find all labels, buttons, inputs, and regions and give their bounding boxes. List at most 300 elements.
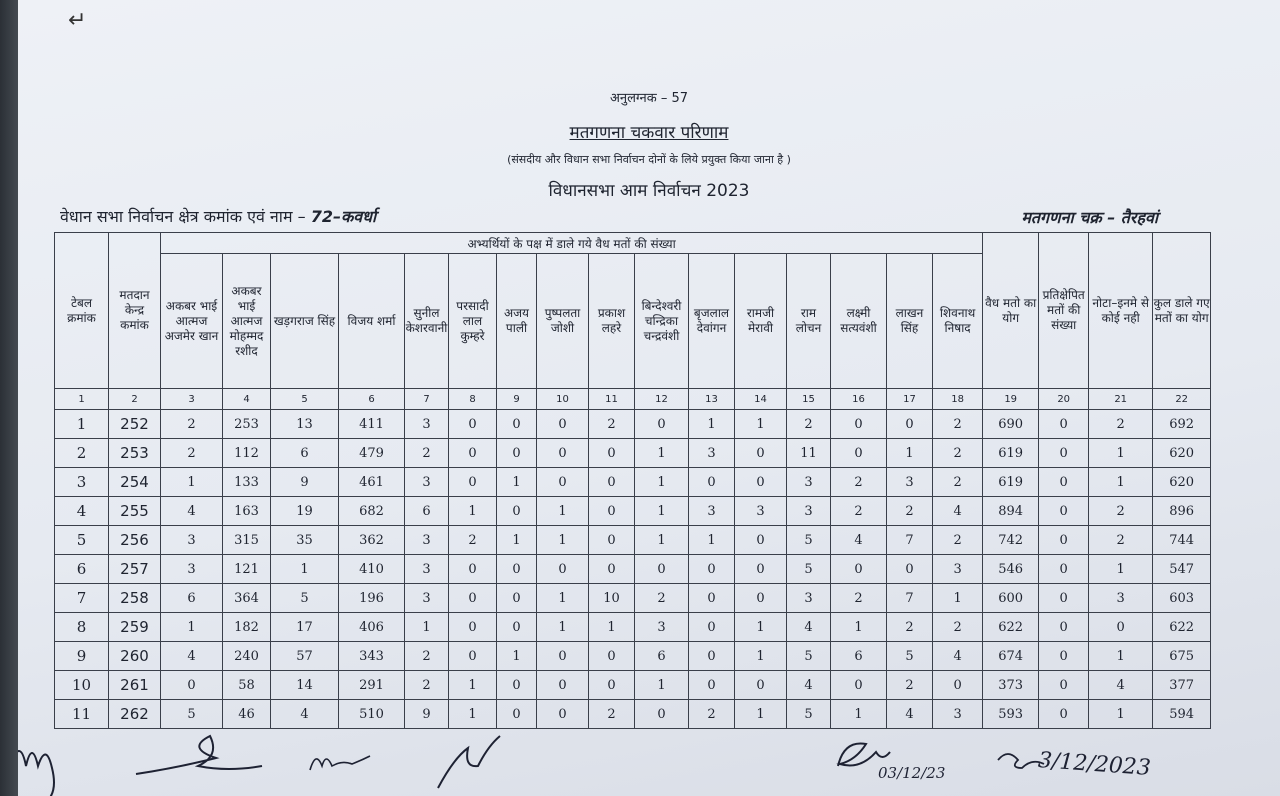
table-row	[55, 584, 1211, 613]
table-cell: 255	[109, 497, 161, 526]
table-cell: 5	[787, 700, 831, 729]
table-cell: 35	[271, 526, 339, 555]
table-cell: 1	[497, 642, 537, 671]
table-cell: 362	[339, 526, 405, 555]
table-cell: 5	[271, 584, 339, 613]
table-cell: 1	[537, 526, 589, 555]
table-cell: 4	[161, 642, 223, 671]
signature-date-1: 03/12/23	[878, 764, 946, 782]
table-cell: 258	[109, 584, 161, 613]
table-cell: 547	[1153, 555, 1211, 584]
annexure-label: अनुलग्नक – 57	[609, 91, 689, 106]
counting-round: मतगणना चक्र – तैरहवां	[1021, 208, 1158, 227]
table-cell: 4	[933, 642, 983, 671]
table-cell: 692	[1153, 410, 1211, 439]
table-cell: 0	[887, 410, 933, 439]
header-candidate: लाखन सिंह	[887, 254, 933, 389]
table-cell: 261	[109, 671, 161, 700]
table-cell: 13	[271, 410, 339, 439]
table-cell: 2	[933, 439, 983, 468]
table-cell: 622	[1153, 613, 1211, 642]
table-cell: 3	[787, 468, 831, 497]
column-number: 9	[497, 389, 537, 410]
table-cell: 1	[735, 410, 787, 439]
table-cell: 5	[55, 526, 109, 555]
table-cell: 2	[589, 410, 635, 439]
header-candidate: विजय शर्मा	[339, 254, 405, 389]
table-cell: 410	[339, 555, 405, 584]
table-cell: 8	[55, 613, 109, 642]
table-cell: 182	[223, 613, 271, 642]
table-cell: 1	[635, 468, 689, 497]
table-cell: 0	[735, 671, 787, 700]
table-cell: 0	[497, 700, 537, 729]
header-candidate: खड़गराज सिंह	[271, 254, 339, 389]
column-number: 1	[55, 389, 109, 410]
table-cell: 742	[983, 526, 1039, 555]
table-cell: 1	[635, 497, 689, 526]
tick-mark: ↵	[68, 8, 87, 33]
table-cell: 0	[689, 642, 735, 671]
table-cell: 2	[887, 497, 933, 526]
table-cell: 7	[887, 526, 933, 555]
table-cell: 3	[405, 555, 449, 584]
table-cell: 0	[537, 671, 589, 700]
table-cell: 0	[1039, 613, 1089, 642]
table-cell: 1	[55, 410, 109, 439]
table-cell: 0	[589, 468, 635, 497]
table-cell: 3	[735, 497, 787, 526]
table-cell: 1	[1089, 439, 1153, 468]
table-cell: 2	[933, 613, 983, 642]
table-cell: 2	[933, 468, 983, 497]
table-cell: 0	[1089, 613, 1153, 642]
table-cell: 1	[1089, 468, 1153, 497]
table-cell: 112	[223, 439, 271, 468]
table-cell: 1	[497, 468, 537, 497]
table-cell: 0	[1039, 700, 1089, 729]
table-cell: 1	[405, 613, 449, 642]
column-number: 6	[339, 389, 405, 410]
table-cell: 2	[589, 700, 635, 729]
table-cell: 121	[223, 555, 271, 584]
table-cell: 9	[405, 700, 449, 729]
header-candidate: अजय पाली	[497, 254, 537, 389]
table-cell: 0	[449, 410, 497, 439]
header-candidate: प्रकाश लहरे	[589, 254, 635, 389]
table-cell: 3	[405, 410, 449, 439]
table-cell: 674	[983, 642, 1039, 671]
table-cell: 3	[1089, 584, 1153, 613]
table-cell: 0	[537, 410, 589, 439]
column-number: 4	[223, 389, 271, 410]
table-cell: 4	[161, 497, 223, 526]
table-cell: 0	[887, 555, 933, 584]
table-cell: 1	[449, 497, 497, 526]
table-row	[55, 613, 1211, 642]
column-number: 22	[1153, 389, 1211, 410]
header-nota: नोटा–इनमे से कोई नही	[1089, 233, 1153, 389]
table-row	[55, 700, 1211, 729]
table-cell: 133	[223, 468, 271, 497]
table-cell: 0	[537, 468, 589, 497]
table-cell: 3	[405, 584, 449, 613]
table-cell: 619	[983, 468, 1039, 497]
results-table	[54, 232, 1211, 729]
table-cell: 3	[787, 497, 831, 526]
table-cell: 3	[635, 613, 689, 642]
table-cell: 1	[689, 526, 735, 555]
column-number: 10	[537, 389, 589, 410]
constituency-line	[60, 205, 376, 227]
column-number: 12	[635, 389, 689, 410]
table-cell: 0	[735, 584, 787, 613]
table-cell: 0	[449, 642, 497, 671]
column-number: 19	[983, 389, 1039, 410]
table-cell: 3	[161, 555, 223, 584]
table-cell: 46	[223, 700, 271, 729]
column-number: 3	[161, 389, 223, 410]
table-cell: 257	[109, 555, 161, 584]
table-cell: 0	[497, 410, 537, 439]
table-cell: 4	[271, 700, 339, 729]
table-cell: 406	[339, 613, 405, 642]
table-cell: 6	[271, 439, 339, 468]
table-cell: 0	[537, 642, 589, 671]
column-number: 7	[405, 389, 449, 410]
table-cell: 0	[689, 671, 735, 700]
header-candidate: पुष्पलता जोशी	[537, 254, 589, 389]
signature-2	[136, 736, 262, 774]
table-cell: 622	[983, 613, 1039, 642]
table-cell: 0	[1039, 671, 1089, 700]
table-cell: 5	[787, 526, 831, 555]
table-cell: 0	[831, 555, 887, 584]
table-cell: 5	[787, 642, 831, 671]
table-cell: 57	[271, 642, 339, 671]
table-cell: 3	[933, 555, 983, 584]
table-cell: 0	[449, 555, 497, 584]
table-cell: 0	[497, 671, 537, 700]
table-cell: 1	[537, 613, 589, 642]
table-cell: 0	[497, 497, 537, 526]
table-row	[55, 555, 1211, 584]
table-cell: 2	[1089, 410, 1153, 439]
table-cell: 411	[339, 410, 405, 439]
table-cell: 3	[405, 468, 449, 497]
table-cell: 0	[1039, 526, 1089, 555]
column-number: 17	[887, 389, 933, 410]
column-number: 11	[589, 389, 635, 410]
table-cell: 0	[689, 584, 735, 613]
table-cell: 6	[161, 584, 223, 613]
table-cell: 0	[589, 642, 635, 671]
table-cell: 11	[55, 700, 109, 729]
header-candidate: अकबर भाई आत्मज अजमेर खान	[161, 254, 223, 389]
table-cell: 2	[449, 526, 497, 555]
table-cell: 2	[635, 584, 689, 613]
table-cell: 896	[1153, 497, 1211, 526]
table-cell: 1	[537, 584, 589, 613]
table-cell: 620	[1153, 468, 1211, 497]
table-cell: 479	[339, 439, 405, 468]
header-candidate: राम लोचन	[787, 254, 831, 389]
table-cell: 9	[55, 642, 109, 671]
table-cell: 253	[109, 439, 161, 468]
table-cell: 0	[689, 468, 735, 497]
table-cell: 0	[689, 613, 735, 642]
table-cell: 2	[933, 526, 983, 555]
table-cell: 0	[1039, 410, 1089, 439]
table-cell: 2	[689, 700, 735, 729]
table-cell: 196	[339, 584, 405, 613]
table-cell: 600	[983, 584, 1039, 613]
table-cell: 0	[1039, 439, 1089, 468]
header-rejected-votes: प्रतिक्षेपित मतों की संख्या	[1039, 233, 1089, 389]
table-cell: 0	[449, 439, 497, 468]
table-cell: 4	[787, 671, 831, 700]
table-cell: 252	[109, 410, 161, 439]
table-cell: 690	[983, 410, 1039, 439]
table-cell: 4	[831, 526, 887, 555]
table-cell: 2	[831, 497, 887, 526]
table-cell: 2	[887, 671, 933, 700]
table-row	[55, 642, 1211, 671]
table-cell: 0	[537, 700, 589, 729]
table-cell: 1	[735, 613, 787, 642]
table-cell: 682	[339, 497, 405, 526]
table-cell: 4	[1089, 671, 1153, 700]
table-cell: 0	[635, 410, 689, 439]
signature-3	[310, 756, 370, 770]
table-cell: 0	[735, 439, 787, 468]
column-number: 8	[449, 389, 497, 410]
election-heading: विधानसभा आम निर्वाचन 2023	[548, 181, 750, 201]
column-number: 20	[1039, 389, 1089, 410]
table-cell: 1	[689, 410, 735, 439]
table-cell: 3	[689, 497, 735, 526]
header-valid-votes-total: वैध मतो का योग	[983, 233, 1039, 389]
table-cell: 2	[887, 613, 933, 642]
table-cell: 603	[1153, 584, 1211, 613]
table-cell: 1	[635, 671, 689, 700]
table-cell: 315	[223, 526, 271, 555]
table-cell: 1	[161, 613, 223, 642]
table-cell: 1	[831, 613, 887, 642]
table-row	[55, 439, 1211, 468]
table-cell: 0	[161, 671, 223, 700]
table-cell: 894	[983, 497, 1039, 526]
table-cell: 0	[635, 555, 689, 584]
table-cell: 3	[161, 526, 223, 555]
table-cell: 0	[497, 439, 537, 468]
table-row	[55, 468, 1211, 497]
constituency-label: वेधान सभा निर्वाचन क्षेत्र कमांक एवं नाम –	[60, 207, 306, 226]
column-number: 2	[109, 389, 161, 410]
table-cell: 0	[635, 700, 689, 729]
table-cell: 0	[449, 468, 497, 497]
table-cell: 2	[933, 410, 983, 439]
header-candidate: लक्ष्मी सत्यवंशी	[831, 254, 887, 389]
table-cell: 0	[831, 410, 887, 439]
table-cell: 1	[449, 671, 497, 700]
table-cell: 6	[831, 642, 887, 671]
table-cell: 1	[933, 584, 983, 613]
table-cell: 2	[405, 642, 449, 671]
table-cell: 0	[497, 584, 537, 613]
table-cell: 546	[983, 555, 1039, 584]
table-cell: 2	[161, 439, 223, 468]
signature-date-2: 3/12/2023	[1037, 748, 1152, 781]
table-cell: 3	[689, 439, 735, 468]
table-cell: 1	[271, 555, 339, 584]
column-number: 15	[787, 389, 831, 410]
table-cell: 19	[271, 497, 339, 526]
table-cell: 0	[449, 613, 497, 642]
header-total-votes: कुल डाले गए मतों का योग	[1153, 233, 1211, 389]
header-booth-number: मतदान केन्द्र कमांक	[109, 233, 161, 389]
table-cell: 0	[735, 526, 787, 555]
table-cell: 594	[1153, 700, 1211, 729]
table-cell: 2	[831, 584, 887, 613]
table-cell: 7	[55, 584, 109, 613]
table-cell: 253	[223, 410, 271, 439]
table-row	[55, 410, 1211, 439]
header-candidate: सुनील केशरवानी	[405, 254, 449, 389]
table-cell: 744	[1153, 526, 1211, 555]
table-cell: 364	[223, 584, 271, 613]
header-candidate: परसादी लाल कुम्हरे	[449, 254, 497, 389]
table-cell: 0	[689, 555, 735, 584]
table-cell: 11	[787, 439, 831, 468]
table-cell: 1	[1089, 642, 1153, 671]
table-cell: 1	[887, 439, 933, 468]
table-cell: 2	[405, 671, 449, 700]
table-row	[55, 526, 1211, 555]
table-cell: 675	[1153, 642, 1211, 671]
table-cell: 2	[161, 410, 223, 439]
signature-4	[438, 736, 500, 788]
table-cell: 593	[983, 700, 1039, 729]
table-cell: 9	[271, 468, 339, 497]
table-cell: 262	[109, 700, 161, 729]
table-cell: 0	[589, 671, 635, 700]
header-candidate: बृजलाल देवांगन	[689, 254, 735, 389]
document-title: मतगणना चकवार परिणाम	[569, 123, 729, 143]
table-cell: 2	[831, 468, 887, 497]
table-cell: 0	[589, 526, 635, 555]
table-cell: 0	[589, 439, 635, 468]
table-cell: 0	[831, 439, 887, 468]
table-cell: 260	[109, 642, 161, 671]
table-cell: 343	[339, 642, 405, 671]
table-cell: 5	[887, 642, 933, 671]
column-number: 18	[933, 389, 983, 410]
table-cell: 58	[223, 671, 271, 700]
signature-5	[838, 743, 890, 766]
table-cell: 1	[537, 497, 589, 526]
table-cell: 6	[635, 642, 689, 671]
table-cell: 3	[405, 526, 449, 555]
table-cell: 1	[735, 642, 787, 671]
table-cell: 461	[339, 468, 405, 497]
table-cell: 0	[1039, 555, 1089, 584]
table-cell: 254	[109, 468, 161, 497]
column-number: 14	[735, 389, 787, 410]
table-cell: 1	[589, 613, 635, 642]
column-number: 5	[271, 389, 339, 410]
table-row	[55, 497, 1211, 526]
table-cell: 10	[589, 584, 635, 613]
table-cell: 2	[787, 410, 831, 439]
table-cell: 0	[537, 555, 589, 584]
table-cell: 4	[787, 613, 831, 642]
table-cell: 1	[635, 439, 689, 468]
table-cell: 240	[223, 642, 271, 671]
table-cell: 259	[109, 613, 161, 642]
table-cell: 163	[223, 497, 271, 526]
table-cell: 0	[449, 584, 497, 613]
table-cell: 0	[1039, 642, 1089, 671]
document-subtitle: (संसदीय और विधान सभा निर्वाचन दोनों के लिये प्रयुक्त किया जाना है )	[507, 153, 791, 166]
table-cell: 0	[831, 671, 887, 700]
table-cell: 1	[449, 700, 497, 729]
table-cell: 1	[1089, 700, 1153, 729]
table-cell: 0	[933, 671, 983, 700]
table-cell: 6	[55, 555, 109, 584]
table-cell: 619	[983, 439, 1039, 468]
table-cell: 1	[497, 526, 537, 555]
table-cell: 2	[1089, 497, 1153, 526]
table-cell: 5	[787, 555, 831, 584]
table-cell: 10	[55, 671, 109, 700]
table-cell: 3	[787, 584, 831, 613]
table-cell: 0	[589, 555, 635, 584]
header-candidates-votes: अभ्यर्थियों के पक्ष में डाले गये वैध मतों की संख्या	[161, 233, 983, 254]
table-cell: 0	[537, 439, 589, 468]
table-cell: 1	[1089, 555, 1153, 584]
table-row	[55, 671, 1211, 700]
table-cell: 0	[589, 497, 635, 526]
table-cell: 6	[405, 497, 449, 526]
table-cell: 256	[109, 526, 161, 555]
table-cell: 0	[497, 613, 537, 642]
table-cell: 7	[887, 584, 933, 613]
table-cell: 3	[933, 700, 983, 729]
table-cell: 2	[405, 439, 449, 468]
constituency-value: 72–कवर्धा	[310, 207, 377, 226]
table-cell: 0	[1039, 468, 1089, 497]
table-cell: 0	[735, 468, 787, 497]
table-cell: 1	[635, 526, 689, 555]
table-cell: 510	[339, 700, 405, 729]
table-cell: 291	[339, 671, 405, 700]
table-cell: 1	[161, 468, 223, 497]
table-cell: 0	[1039, 497, 1089, 526]
header-candidate: शिवनाथ निषाद	[933, 254, 983, 389]
table-cell: 0	[1039, 584, 1089, 613]
table-cell: 2	[55, 439, 109, 468]
table-cell: 17	[271, 613, 339, 642]
table-cell: 3	[887, 468, 933, 497]
header-candidate: रामजी मेरावी	[735, 254, 787, 389]
header-table-number: टेबल क्रमांक	[55, 233, 109, 389]
table-cell: 377	[1153, 671, 1211, 700]
document-sheet	[18, 0, 1280, 796]
table-cell: 0	[735, 555, 787, 584]
column-number: 16	[831, 389, 887, 410]
table-cell: 5	[161, 700, 223, 729]
